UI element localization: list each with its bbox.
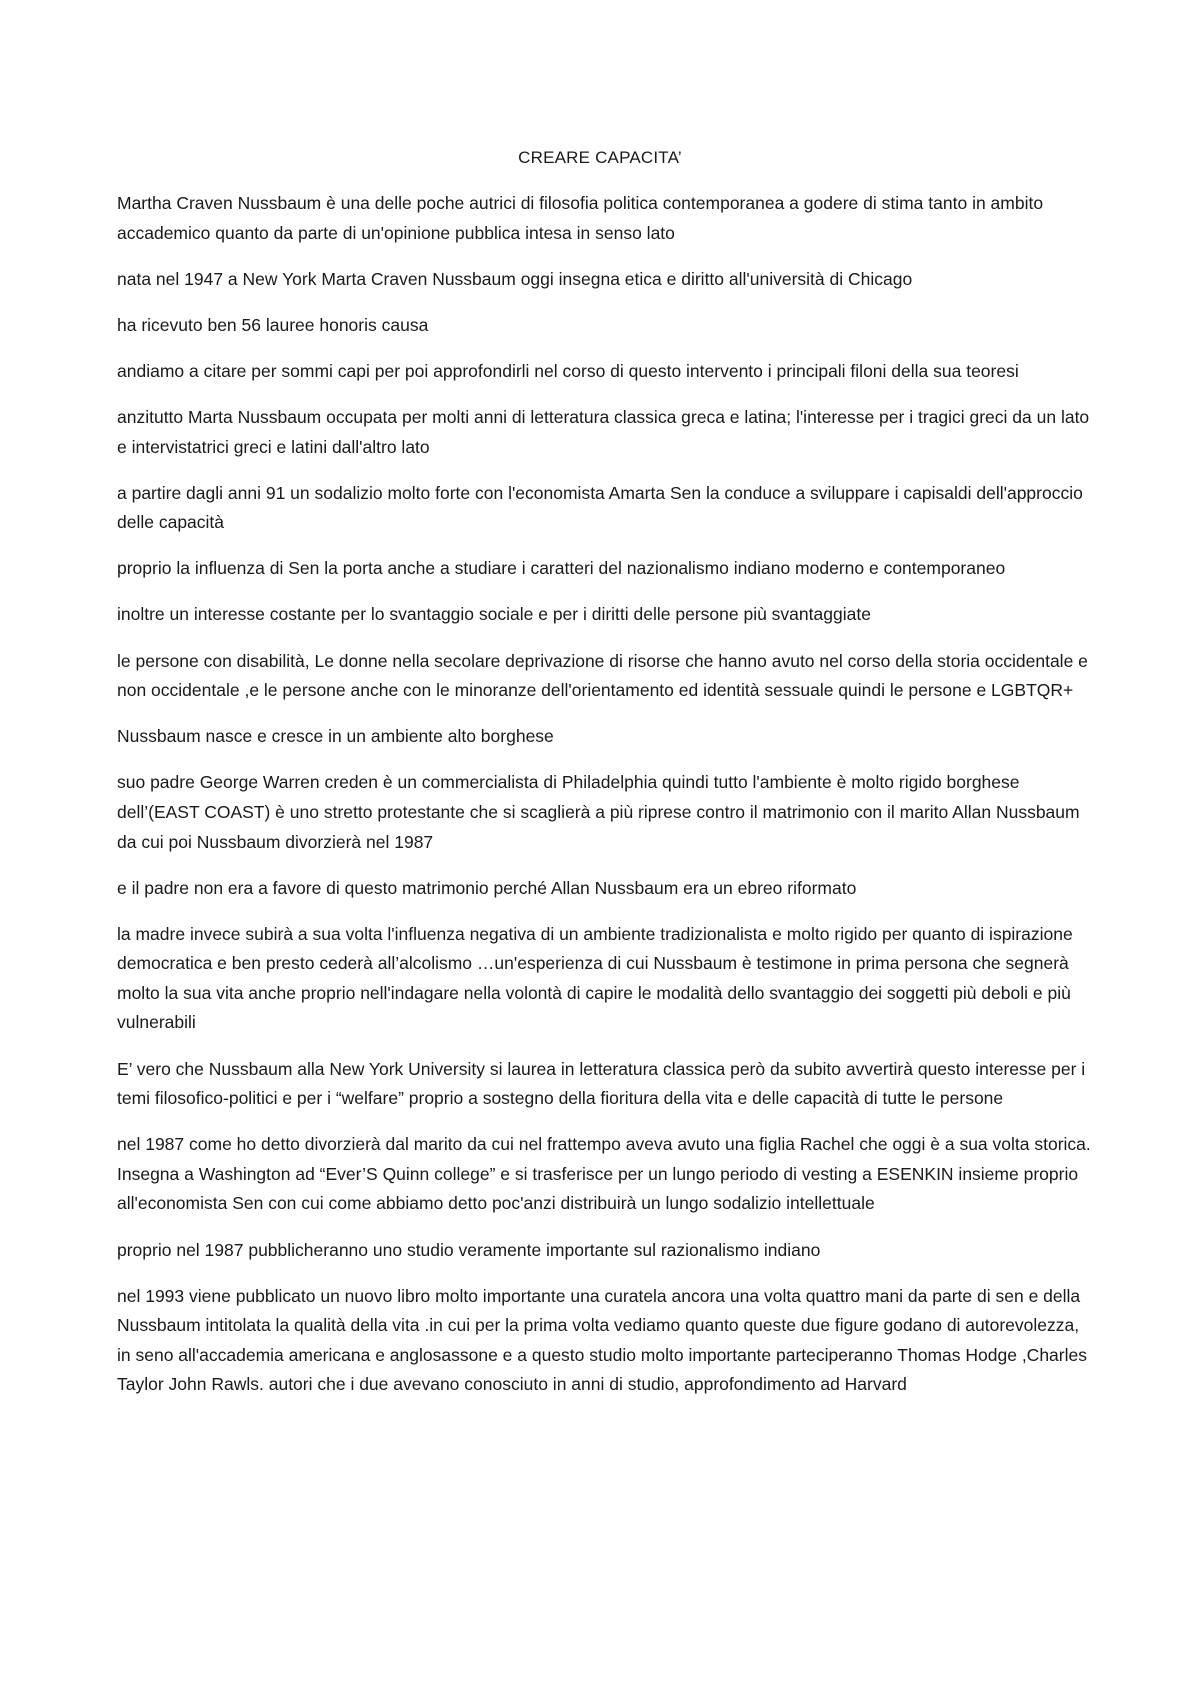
paragraph: la madre invece subirà a sua volta l'influenza negativa di un ambiente tradizionalista e molto rigido per quanto di ispirazione democratica e ben presto cederà all’alcolismo …un'esperienza di cui Nussbaum è testimone in prima persona che segnerà molto la sua vita anche proprio nell'indagare nella volontà di capire le modalità dello svantaggio dei soggetti più deboli e più vulnerabili bbox=[117, 923, 1073, 1033]
paragraph: suo padre George Warren creden è un commercialista di Philadelphia quindi tutto l'ambiente è molto rigido borghese dell’(EAST COAST) è uno stretto protestante che si scaglierà a più riprese contro il matrimonio con il marito Allan Nussbaum da cui poi Nussbaum divorzierà nel 1987 bbox=[117, 772, 1080, 852]
paragraph: proprio nel 1987 pubblicheranno uno studio veramente importante sul razionalismo indiano bbox=[117, 1239, 821, 1260]
paragraph: nata nel 1947 a New York Marta Craven Nussbaum oggi insegna etica e diritto all'università di Chicago bbox=[117, 268, 913, 289]
paragraph: le persone con disabilità, Le donne nella secolare deprivazione di risorse che hanno avuto nel corso della storia occidentale e non occidentale ,e le persone anche con le minoranze dell'orientamento ed identità sessuale quindi le persone e LGBTQR+ bbox=[117, 650, 1088, 701]
paragraph: E’ vero che Nussbaum alla New York University si laurea in letteratura classica però da subito avvertirà questo interesse per i temi filosofico-politici e per i “welfare” proprio a sostegno della fioritura della vita e delle capacità di tutte le persone bbox=[117, 1058, 1086, 1109]
paragraph: e il padre non era a favore di questo matrimonio perché Allan Nussbaum era un ebreo riformato bbox=[117, 877, 857, 898]
paragraph: anzitutto Marta Nussbaum occupata per molti anni di letteratura classica greca e latina; l'interesse per i tragici greci da un lato e intervistatrici greci e latini dall'altro lato bbox=[117, 406, 1090, 457]
paragraph: nel 1987 come ho detto divorzierà dal marito da cui nel frattempo aveva avuto una figlia Rachel che oggi è a sua volta storica. Insegna a Washington ad “Ever’S Quinn college” e si trasferisce per un lungo periodo di vesting a ESENKIN insieme proprio all'economista Sen con cui come abbiamo detto poc'anzi distribuirà un lungo sodalizio intellettuale bbox=[117, 1134, 1091, 1214]
paragraph: nel 1993 viene pubblicato un nuovo libro molto importante una curatela ancora una volta quattro mani da parte di sen e della Nussbaum intitolata la qualità della vita .in cui per la prima volta vediamo quanto queste due figure godano di autorevolezza, in seno all'accademia americana e anglosassone e a questo studio molto importante parteciperanno Thomas Hodge ,Charles Taylor John Rawls. autori che i due avevano conosciuto in anni di studio, approfondimento ad Harvard bbox=[117, 1285, 1087, 1395]
document-title: CREARE CAPACITA’ bbox=[518, 148, 682, 167]
paragraph: Martha Craven Nussbaum è una delle poche autrici di filosofia politica contemporanea a godere di stima tanto in ambito accademico quanto da parte di un'opinione pubblica intesa in senso lato bbox=[117, 193, 1044, 243]
paragraph: ha ricevuto ben 56 lauree honoris causa bbox=[117, 314, 429, 335]
paragraph: Nussbaum nasce e cresce in un ambiente alto borghese bbox=[117, 726, 554, 747]
paragraph: a partire dagli anni 91 un sodalizio molto forte con l'economista Amarta Sen la conduce a sviluppare i capisaldi dell'approccio delle capacità bbox=[117, 482, 1083, 533]
paragraph: proprio la influenza di Sen la porta anche a studiare i caratteri del nazionalismo indiano moderno e contemporaneo bbox=[117, 558, 1006, 579]
paragraph: inoltre un interesse costante per lo svantaggio sociale e per i diritti delle persone più svantaggiate bbox=[117, 604, 871, 625]
document-body bbox=[117, 189, 1097, 1417]
paragraph: andiamo a citare per sommi capi per poi approfondirli nel corso di questo intervento i principali filoni della sua teoresi bbox=[117, 360, 1019, 381]
